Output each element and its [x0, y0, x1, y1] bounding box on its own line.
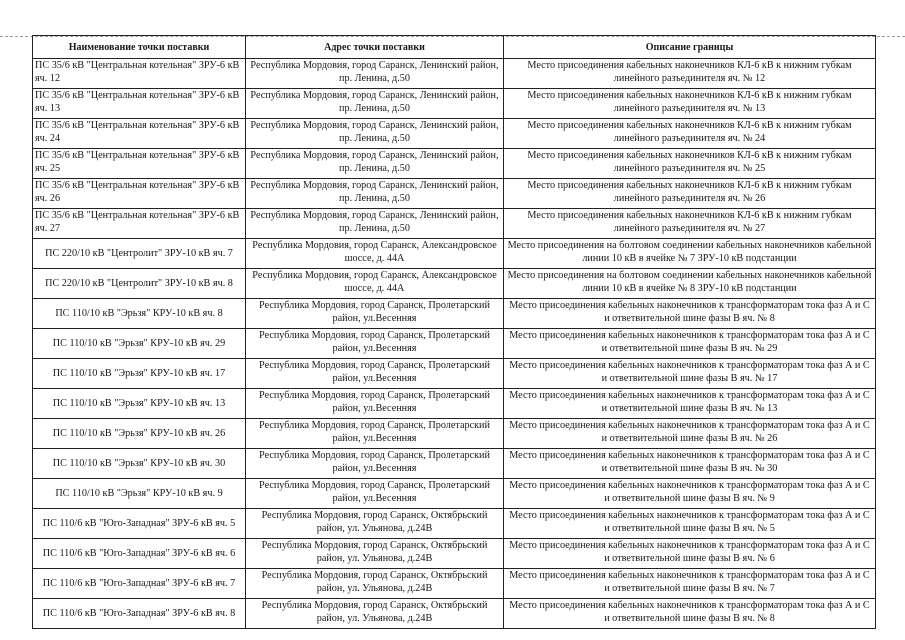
boundary-description: Место присоединения кабельных наконечников к трансформаторам тока фаз А и С и ответвительной шине фазы В яч. № 29: [504, 329, 876, 359]
boundary-description: Место присоединения кабельных наконечников КЛ-6 кВ к нижним губкам линейного разъединителя яч. № 12: [504, 59, 876, 89]
supply-point-address: Республика Мордовия, город Саранск, Октябрьский район, ул. Ульянова, д.24В: [246, 509, 504, 539]
supply-point-name: ПС 35/6 кВ "Центральная котельная" ЗРУ-6 кВ яч. 24: [33, 119, 246, 149]
table-header-row: [33, 36, 876, 59]
table-row: [33, 329, 876, 359]
supply-point-address: Республика Мордовия, город Саранск, Пролетарский район, ул.Весенняя: [246, 329, 504, 359]
supply-point-name: ПС 110/10 кВ "Эрьзя" КРУ-10 кВ яч. 26: [33, 419, 246, 449]
table-row: [33, 59, 876, 89]
supply-point-name: ПС 35/6 кВ "Центральная котельная" ЗРУ-6 кВ яч. 12: [33, 59, 246, 89]
supply-point-address: Республика Мордовия, город Саранск, Ленинский район, пр. Ленина, д.50: [246, 209, 504, 239]
supply-point-name: ПС 110/10 кВ "Эрьзя" КРУ-10 кВ яч. 29: [33, 329, 246, 359]
boundary-description: Место присоединения на болтовом соединении кабельных наконечников кабельной линии 10 кВ в ячейке № 8 ЗРУ-10 кВ подстанции: [504, 269, 876, 299]
header-name: Наименование точки поставки: [33, 36, 246, 59]
supply-point-address: Республика Мордовия, город Саранск, Ленинский район, пр. Ленина, д.50: [246, 179, 504, 209]
supply-point-name: ПС 110/10 кВ "Эрьзя" КРУ-10 кВ яч. 17: [33, 359, 246, 389]
boundary-description: Место присоединения кабельных наконечников к трансформаторам тока фаз А и С и ответвительной шине фазы В яч. № 26: [504, 419, 876, 449]
supply-point-name: ПС 220/10 кВ "Центролит" ЗРУ-10 кВ яч. 8: [33, 269, 246, 299]
table-row: [33, 359, 876, 389]
boundary-description: Место присоединения кабельных наконечников КЛ-6 кВ к нижним губкам линейного разъединителя яч. № 26: [504, 179, 876, 209]
supply-point-address: Республика Мордовия, город Саранск, Октябрьский район, ул. Ульянова, д.24В: [246, 569, 504, 599]
supply-point-name: ПС 110/10 кВ "Эрьзя" КРУ-10 кВ яч. 8: [33, 299, 246, 329]
supply-point-address: Республика Мордовия, город Саранск, Пролетарский район, ул.Весенняя: [246, 479, 504, 509]
boundary-description: Место присоединения кабельных наконечников КЛ-6 кВ к нижним губкам линейного разъединителя яч. № 27: [504, 209, 876, 239]
supply-point-name: ПС 35/6 кВ "Центральная котельная" ЗРУ-6 кВ яч. 26: [33, 179, 246, 209]
header-address: Адрес точки поставки: [246, 36, 504, 59]
supply-point-name: ПС 220/10 кВ "Центролит" ЗРУ-10 кВ яч. 7: [33, 239, 246, 269]
header-description: Описание границы: [504, 36, 876, 59]
table-row: [33, 389, 876, 419]
table-body: [33, 59, 876, 629]
boundary-description: Место присоединения кабельных наконечников к трансформаторам тока фаз А и С и ответвительной шине фазы В яч. № 6: [504, 539, 876, 569]
table-row: [33, 299, 876, 329]
supply-point-address: Республика Мордовия, город Саранск, Ленинский район, пр. Ленина, д.50: [246, 149, 504, 179]
supply-point-name: ПС 110/10 кВ "Эрьзя" КРУ-10 кВ яч. 9: [33, 479, 246, 509]
table-row: [33, 569, 876, 599]
table-row: [33, 89, 876, 119]
supply-point-address: Республика Мордовия, город Саранск, Пролетарский район, ул.Весенняя: [246, 419, 504, 449]
table-row: [33, 449, 876, 479]
boundary-description: Место присоединения кабельных наконечников к трансформаторам тока фаз А и С и ответвительной шине фазы В яч. № 13: [504, 389, 876, 419]
table-row: [33, 269, 876, 299]
boundary-description: Место присоединения кабельных наконечников к трансформаторам тока фаз А и С и ответвительной шине фазы В яч. № 8: [504, 299, 876, 329]
supply-point-name: ПС 110/6 кВ "Юго-Западная" ЗРУ-6 кВ яч. 8: [33, 599, 246, 629]
boundary-description: Место присоединения кабельных наконечников к трансформаторам тока фаз А и С и ответвительной шине фазы В яч. № 7: [504, 569, 876, 599]
table-row: [33, 419, 876, 449]
supply-point-name: ПС 110/10 кВ "Эрьзя" КРУ-10 кВ яч. 30: [33, 449, 246, 479]
supply-point-address: Республика Мордовия, город Саранск, Пролетарский район, ул.Весенняя: [246, 359, 504, 389]
supply-point-name: ПС 110/10 кВ "Эрьзя" КРУ-10 кВ яч. 13: [33, 389, 246, 419]
boundary-description: Место присоединения кабельных наконечников к трансформаторам тока фаз А и С и ответвительной шине фазы В яч. № 30: [504, 449, 876, 479]
table-row: [33, 509, 876, 539]
supply-point-address: Республика Мордовия, город Саранск, Ленинский район, пр. Ленина, д.50: [246, 59, 504, 89]
supply-point-name: ПС 35/6 кВ "Центральная котельная" ЗРУ-6 кВ яч. 25: [33, 149, 246, 179]
table-row: [33, 179, 876, 209]
table-row: [33, 539, 876, 569]
supply-point-name: ПС 35/6 кВ "Центральная котельная" ЗРУ-6 кВ яч. 27: [33, 209, 246, 239]
table-row: [33, 209, 876, 239]
supply-points-table: [32, 35, 876, 629]
supply-point-address: Республика Мордовия, город Саранск, Александровское шоссе, д. 44А: [246, 269, 504, 299]
supply-point-name: ПС 35/6 кВ "Центральная котельная" ЗРУ-6 кВ яч. 13: [33, 89, 246, 119]
supply-point-address: Республика Мордовия, город Саранск, Пролетарский район, ул.Весенняя: [246, 389, 504, 419]
supply-point-address: Республика Мордовия, город Саранск, Ленинский район, пр. Ленина, д.50: [246, 89, 504, 119]
table-row: [33, 119, 876, 149]
supply-point-address: Республика Мордовия, город Саранск, Октябрьский район, ул. Ульянова, д.24В: [246, 539, 504, 569]
boundary-description: Место присоединения на болтовом соединении кабельных наконечников кабельной линии 10 кВ в ячейке № 7 ЗРУ-10 кВ подстанции: [504, 239, 876, 269]
table-row: [33, 479, 876, 509]
boundary-description: Место присоединения кабельных наконечников КЛ-6 кВ к нижним губкам линейного разъединителя яч. № 13: [504, 89, 876, 119]
boundary-description: Место присоединения кабельных наконечников к трансформаторам тока фаз А и С и ответвительной шине фазы В яч. № 8: [504, 599, 876, 629]
supply-point-name: ПС 110/6 кВ "Юго-Западная" ЗРУ-6 кВ яч. 5: [33, 509, 246, 539]
supply-point-name: ПС 110/6 кВ "Юго-Западная" ЗРУ-6 кВ яч. 6: [33, 539, 246, 569]
supply-point-address: Республика Мордовия, город Саранск, Пролетарский район, ул.Весенняя: [246, 299, 504, 329]
supply-point-address: Республика Мордовия, город Саранск, Октябрьский район, ул. Ульянова, д.24В: [246, 599, 504, 629]
supply-point-address: Республика Мордовия, город Саранск, Александровское шоссе, д. 44А: [246, 239, 504, 269]
table-row: [33, 149, 876, 179]
supply-point-address: Республика Мордовия, город Саранск, Ленинский район, пр. Ленина, д.50: [246, 119, 504, 149]
boundary-description: Место присоединения кабельных наконечников к трансформаторам тока фаз А и С и ответвительной шине фазы В яч. № 5: [504, 509, 876, 539]
boundary-description: Место присоединения кабельных наконечников КЛ-6 кВ к нижним губкам линейного разъединителя яч. № 24: [504, 119, 876, 149]
table-row: [33, 599, 876, 629]
boundary-description: Место присоединения кабельных наконечников КЛ-6 кВ к нижним губкам линейного разъединителя яч. № 25: [504, 149, 876, 179]
supply-point-address: Республика Мордовия, город Саранск, Пролетарский район, ул.Весенняя: [246, 449, 504, 479]
boundary-description: Место присоединения кабельных наконечников к трансформаторам тока фаз А и С и ответвительной шине фазы В яч. № 17: [504, 359, 876, 389]
supply-point-name: ПС 110/6 кВ "Юго-Западная" ЗРУ-6 кВ яч. 7: [33, 569, 246, 599]
table-row: [33, 239, 876, 269]
boundary-description: Место присоединения кабельных наконечников к трансформаторам тока фаз А и С и ответвительной шине фазы В яч. № 9: [504, 479, 876, 509]
